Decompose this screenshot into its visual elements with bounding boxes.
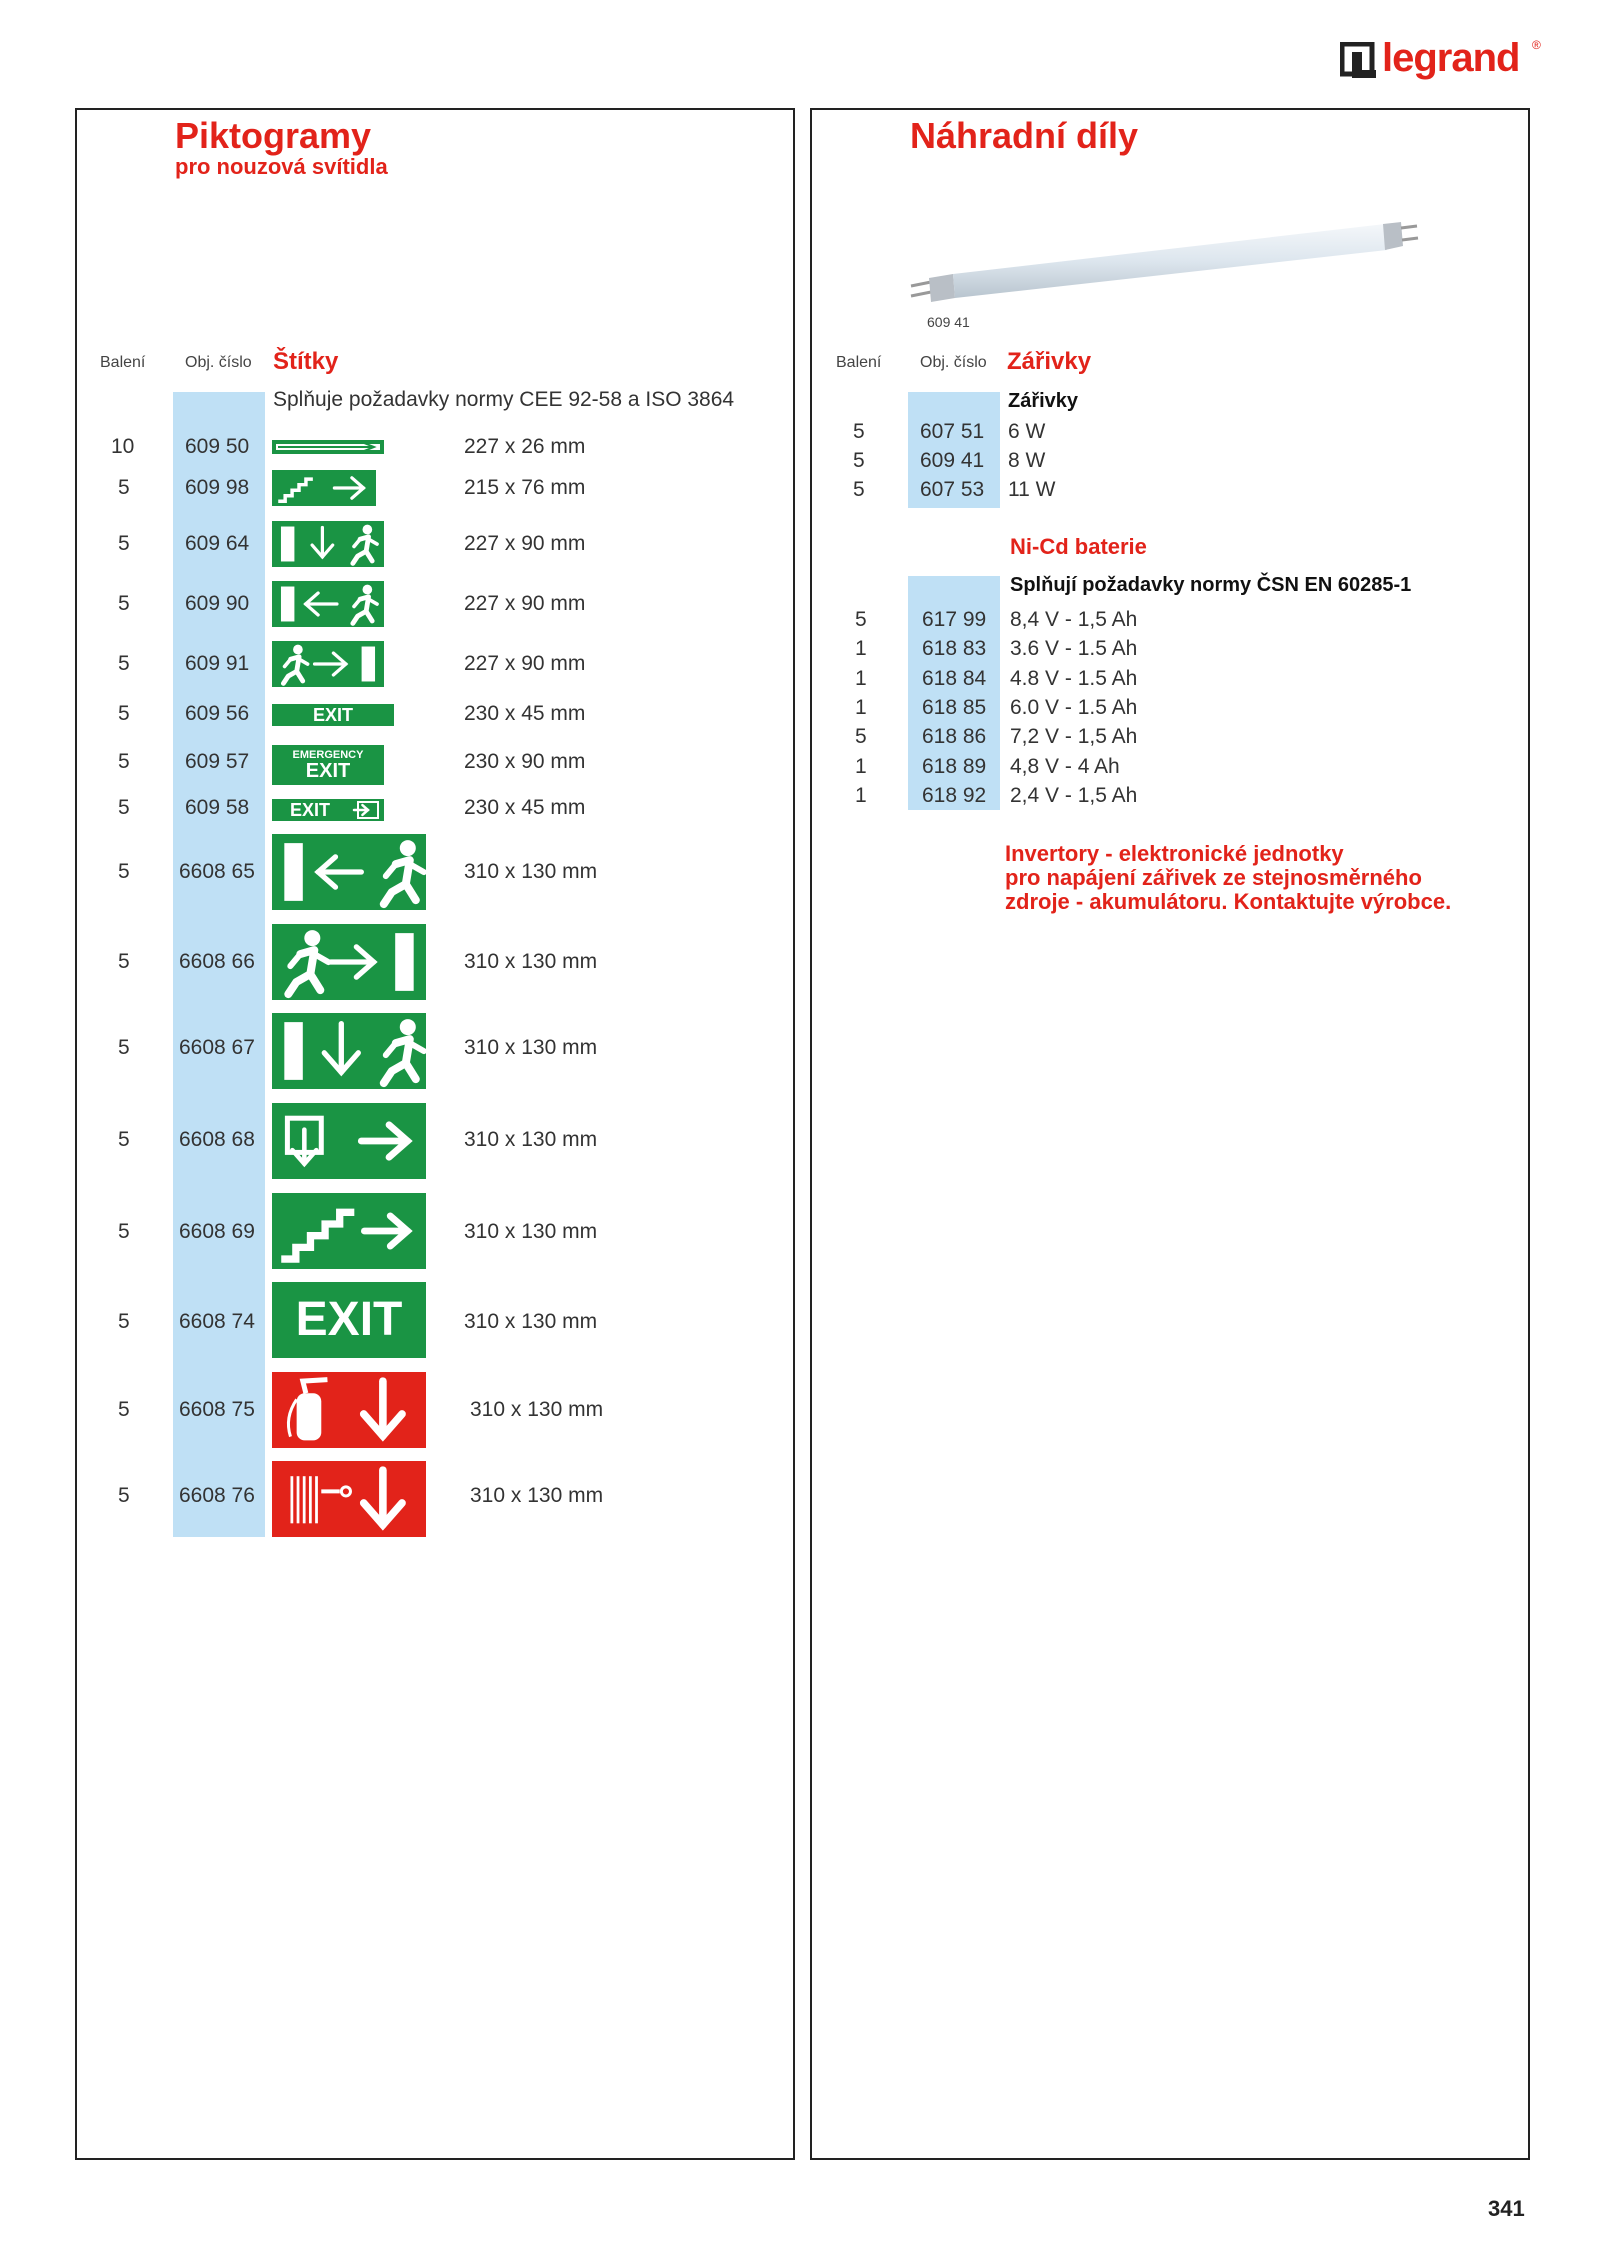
left-section-title: Štítky bbox=[273, 348, 339, 375]
battery-baleni: 5 bbox=[855, 725, 867, 749]
row-obj-number: 6608 65 bbox=[179, 860, 255, 883]
legrand-logo bbox=[1340, 38, 1540, 88]
inverter-line-2: pro napájení zářivek ze stejnosměrného bbox=[1005, 865, 1422, 890]
left-col-obj: Obj. číslo bbox=[185, 354, 252, 371]
battery-desc: 6.0 V - 1.5 Ah bbox=[1010, 695, 1138, 719]
pictogram-stairs-arrow bbox=[272, 1193, 426, 1269]
battery-obj-number: 618 85 bbox=[922, 695, 987, 719]
left-norm-note: Splňuje požadavky normy CEE 92-58 a ISO 3864 bbox=[273, 388, 735, 411]
brand-name: legrand bbox=[1382, 36, 1520, 80]
pictogram-exit bbox=[272, 704, 394, 726]
tube-baleni: 5 bbox=[853, 478, 865, 501]
row-size: 310 x 130 mm bbox=[470, 1398, 604, 1421]
pictogram-arrow-right-thin bbox=[272, 440, 384, 454]
pictogram-emergency-exit bbox=[272, 745, 384, 785]
battery-baleni: 1 bbox=[855, 637, 867, 661]
battery-obj-number: 617 99 bbox=[922, 608, 987, 631]
row-obj-number: 609 57 bbox=[185, 750, 250, 773]
tube-desc: 6 W bbox=[1008, 420, 1046, 443]
tube-image-caption: 609 41 bbox=[927, 314, 970, 330]
pictogram-door-left-runner bbox=[272, 834, 426, 910]
tubes-header: Zářivky bbox=[1008, 390, 1079, 412]
sign-exit-text: EXIT bbox=[312, 705, 353, 725]
row-size: 310 x 130 mm bbox=[464, 1310, 598, 1333]
row-obj-number: 609 91 bbox=[185, 652, 250, 675]
row-obj-number: 6608 68 bbox=[179, 1128, 255, 1151]
pictogram-stairs-arrow bbox=[272, 470, 376, 506]
row-size: 227 x 90 mm bbox=[464, 652, 586, 675]
left-title: Piktogramy bbox=[175, 115, 372, 156]
row-obj-number: 609 90 bbox=[185, 592, 250, 615]
tube-baleni: 5 bbox=[853, 420, 865, 443]
right-col-baleni: Balení bbox=[836, 354, 882, 371]
row-obj-number: 609 56 bbox=[185, 702, 250, 725]
row-obj-number: 6608 66 bbox=[179, 950, 255, 973]
sign-emergency-text: EMERGENCY bbox=[292, 749, 364, 761]
battery-obj-number: 618 84 bbox=[922, 666, 987, 690]
registered-mark: ® bbox=[1532, 38, 1541, 52]
tube-baleni: 5 bbox=[853, 449, 865, 472]
inverter-line-1: Invertory - elektronické jednotky bbox=[1005, 841, 1344, 866]
battery-baleni: 5 bbox=[855, 608, 867, 631]
fluorescent-tube-image bbox=[905, 220, 1425, 310]
tube-desc: 8 W bbox=[1008, 449, 1046, 472]
row-obj-number: 6608 74 bbox=[179, 1310, 255, 1333]
battery-baleni: 1 bbox=[855, 666, 867, 690]
right-col-obj: Obj. číslo bbox=[920, 354, 987, 371]
battery-desc: 8,4 V - 1,5 Ah bbox=[1010, 608, 1138, 631]
row-obj-number: 609 64 bbox=[185, 532, 250, 555]
left-col-baleni: Balení bbox=[100, 354, 146, 371]
pictogram-door-down-runner bbox=[272, 1013, 426, 1089]
right-title: Náhradní díly bbox=[910, 115, 1139, 156]
row-size: 215 x 76 mm bbox=[464, 476, 586, 499]
battery-desc: 2,4 V - 1,5 Ah bbox=[1010, 783, 1138, 807]
battery-obj-number: 618 92 bbox=[922, 783, 987, 807]
row-obj-number: 609 50 bbox=[185, 435, 250, 458]
pictogram-hose-down bbox=[272, 1461, 426, 1537]
pictogram-extinguisher-down bbox=[272, 1372, 426, 1448]
pictogram-box-arrow bbox=[272, 1103, 426, 1179]
pictogram-door-left-runner bbox=[272, 581, 384, 627]
pictogram-exit-arrow bbox=[272, 799, 384, 821]
battery-desc: 7,2 V - 1,5 Ah bbox=[1010, 725, 1138, 749]
sign-exit-text: EXIT bbox=[290, 800, 331, 820]
row-size: 310 x 130 mm bbox=[464, 1220, 598, 1243]
battery-baleni: 1 bbox=[855, 754, 867, 778]
pictogram-door-down-runner bbox=[272, 521, 384, 567]
row-size: 230 x 45 mm bbox=[464, 796, 586, 819]
row-size: 227 x 90 mm bbox=[464, 592, 586, 615]
row-obj-number: 6608 67 bbox=[179, 1036, 255, 1059]
battery-title: Ni-Cd baterie bbox=[1010, 534, 1147, 559]
tube-obj-number: 607 53 bbox=[920, 478, 985, 501]
row-obj-number: 6608 76 bbox=[179, 1484, 255, 1507]
row-size: 310 x 130 mm bbox=[464, 860, 598, 883]
battery-header: Splňují požadavky normy ČSN EN 60285-1 bbox=[1010, 574, 1412, 596]
battery-baleni: 1 bbox=[855, 695, 867, 719]
tube-obj-number: 609 41 bbox=[920, 449, 985, 472]
pictogram-exit bbox=[272, 1282, 426, 1358]
left-subtitle: pro nouzová svítidla bbox=[175, 154, 388, 179]
tube-obj-number: 607 51 bbox=[920, 420, 985, 443]
row-size: 230 x 90 mm bbox=[464, 750, 586, 773]
row-obj-number: 6608 75 bbox=[179, 1398, 255, 1421]
row-size: 310 x 130 mm bbox=[470, 1484, 604, 1507]
sign-exit-text: EXIT bbox=[295, 1293, 403, 1346]
row-size: 227 x 90 mm bbox=[464, 532, 586, 555]
row-size: 310 x 130 mm bbox=[464, 1036, 598, 1059]
sign-exit-text: EXIT bbox=[305, 760, 351, 782]
pictogram-runner-right-door bbox=[272, 641, 384, 687]
battery-desc: 4.8 V - 1.5 Ah bbox=[1010, 666, 1138, 690]
row-size: 227 x 26 mm bbox=[464, 435, 586, 458]
battery-desc: 3.6 V - 1.5 Ah bbox=[1010, 637, 1138, 661]
inverter-note bbox=[1005, 842, 1451, 914]
row-obj-number: 609 98 bbox=[185, 476, 250, 499]
battery-obj-number: 618 86 bbox=[922, 725, 987, 749]
pictogram-runner-right-door bbox=[272, 924, 426, 1000]
battery-obj-number: 618 89 bbox=[922, 754, 987, 778]
battery-baleni: 1 bbox=[855, 783, 867, 807]
right-section-title: Zářivky bbox=[1007, 348, 1092, 375]
tube-desc: 11 W bbox=[1008, 478, 1056, 501]
battery-obj-number: 618 83 bbox=[922, 637, 987, 661]
row-size: 230 x 45 mm bbox=[464, 702, 586, 725]
battery-desc: 4,8 V - 4 Ah bbox=[1010, 754, 1120, 778]
page-number: 341 bbox=[1488, 2196, 1525, 2221]
row-obj-number: 6608 69 bbox=[179, 1220, 255, 1243]
row-size: 310 x 130 mm bbox=[464, 950, 598, 973]
row-obj-number: 609 58 bbox=[185, 796, 250, 819]
row-size: 310 x 130 mm bbox=[464, 1128, 598, 1151]
inverter-line-3: zdroje - akumulátoru. Kontaktujte výrobce. bbox=[1005, 889, 1452, 914]
